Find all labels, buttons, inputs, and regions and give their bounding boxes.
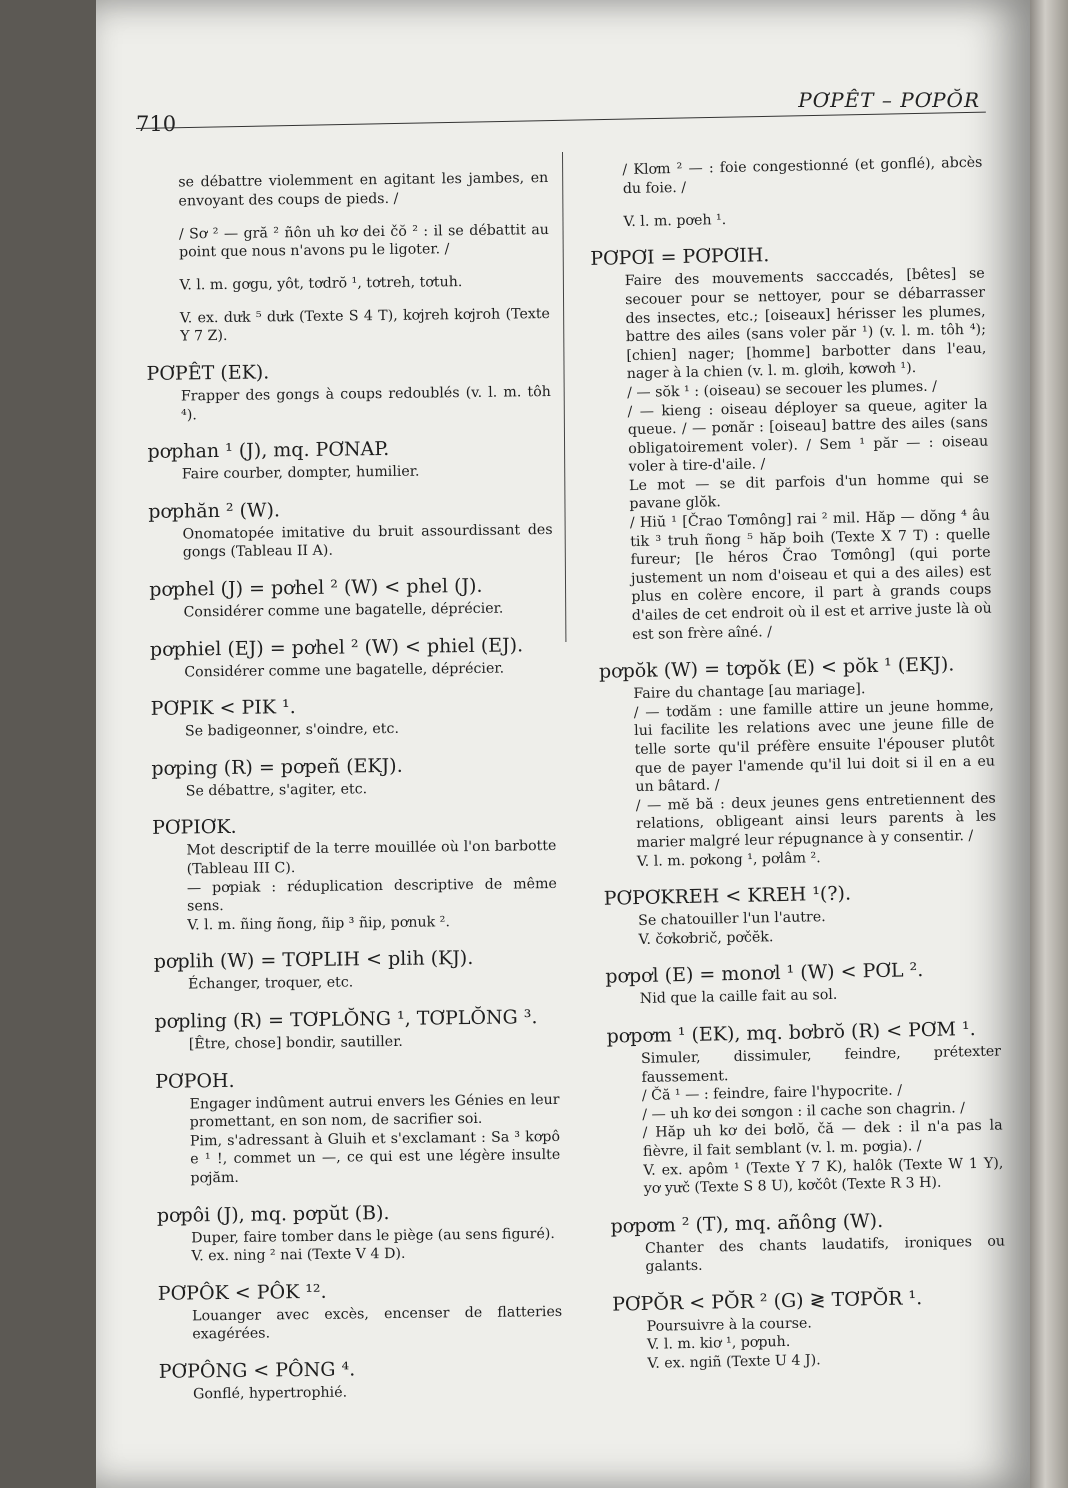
definition-line: V. ex. apôm ¹ (Texte Y 7 K), halôk (Texte W 1 Y), yơ yưč (Texte S 8 U), kơčôt (Texte R 3 H). xyxy=(643,1154,1004,1198)
definition-line: Considérer comme une bagatelle, déprécier. xyxy=(184,660,505,681)
dictionary-entry xyxy=(600,1015,1004,1199)
entry-headword: pơping (R) = pơpeñ (EKJ). xyxy=(151,754,403,780)
entry-definition xyxy=(585,265,993,645)
dictionary-entry xyxy=(141,434,552,485)
continuation-line: V. l. m. gơgu, yôt, tơdrŏ ¹, tơtreh, tơtuh. xyxy=(179,273,463,294)
definition-line: Se badigeonner, s'oindre, etc. xyxy=(184,721,400,740)
entry-definition xyxy=(153,1381,563,1405)
entry-headword: PƠPÔK < PÔK ¹². xyxy=(157,1280,327,1305)
definition-line: / — mĕ bă : deux jeunes gens entretiennent des relations, obligeant ainsi leurs parents à les marier malgré leur répugnance à y consentir. / xyxy=(635,790,997,851)
entry-headword: pơpơm ¹ (EK), mq. bơbrŏ (R) < PƠM ¹. xyxy=(606,1017,976,1048)
definition-line: / — tơdăm : une famille attire un jeune homme, lui facilite les relations avec une jeune fille de telle sorte qu'il préfère ensuite l'épouser plutôt que de payer l'amende qu'il lui doit si il en a eu un bâtard. / xyxy=(633,697,996,796)
definition-line: V. čơkơbrič, pơčĕk. xyxy=(638,928,774,948)
continuation-line: V. ex. dưk ⁵ dưk (Texte S 4 T), kơjreh kơjroh (Texte Y 7 Z). xyxy=(179,305,551,345)
definition-line: / — uh kơ dei sơngon : il cache son chagrin. / xyxy=(642,1099,966,1123)
dictionary-entry xyxy=(151,1197,562,1266)
definition-line: Nid que la caille fait au sol. xyxy=(639,987,838,1008)
entry-definition xyxy=(141,383,551,425)
definition-line: [Être, chose] bondir, sautiller. xyxy=(188,1033,403,1053)
entry-headword: pơpơm ² (T), mq. añông (W). xyxy=(610,1209,884,1238)
entry-definition xyxy=(149,1031,559,1055)
dictionary-entry xyxy=(145,691,556,742)
dictionary-entry xyxy=(148,944,559,995)
definition-line: V. l. m. kiơ ¹, pơpuh. xyxy=(646,1334,791,1354)
dictionary-entry xyxy=(149,1064,560,1189)
dictionary-entry xyxy=(142,494,553,563)
entry-definition xyxy=(598,905,999,951)
entry-definition xyxy=(607,1310,1008,1374)
left-column xyxy=(138,155,563,1404)
dictionary-entry xyxy=(584,238,992,645)
entry-headword: pơpơl (E) = monơl ¹ (W) < PƠL ². xyxy=(605,959,924,989)
definition-line: Frapper des gongs à coups redoublés (v. l. m. tôh ⁴). xyxy=(180,384,551,424)
definition-line: V. l. m. pơkong ¹, pơlâm ². xyxy=(636,849,821,870)
entry-headword: PƠPƠI = PƠPƠIH. xyxy=(590,244,770,271)
definition-line: / — sŏk ¹ : (oiseau) se secouer les plumes. / xyxy=(626,378,938,402)
definition-line: Chanter des chants laudatifs, ironiques ou galants. xyxy=(644,1233,1006,1276)
definition-line: Mot descriptif de la terre mouillée où l'on barbotte (Tableau III C). xyxy=(186,838,557,878)
entry-headword: PƠPÊT (EK). xyxy=(146,361,270,386)
entry-definition xyxy=(142,461,552,485)
page-edge xyxy=(1030,0,1068,1488)
entry-definition xyxy=(142,521,552,563)
dictionary-entry xyxy=(606,1283,1008,1374)
dictionary-entry xyxy=(146,810,557,935)
dictionary-entry xyxy=(144,632,555,683)
continuation-line: / Klơm ² — : foie congestionné (et gonflé), abcès du foie. / xyxy=(622,154,983,197)
entry-definition xyxy=(149,1091,560,1189)
entry-definition xyxy=(601,1042,1004,1199)
entry-headword: pơphan ¹ (J), mq. PƠNAP. xyxy=(147,438,390,464)
entry-headword: pơpling (R) = TƠPLŎNG ¹, TƠPLŎNG ³. xyxy=(154,1006,538,1033)
definition-line: Faire courber, dompter, humilier. xyxy=(181,463,420,483)
entry-definition xyxy=(605,1232,1006,1278)
definition-line: / Hiŭ ¹ [Črao Tơmông] rai ² mil. Hăp — dŏng ⁴ âu tik ³ truh ñong ⁵ hăp boih (Texte X 7 T) : quelle fureur; [le héros Črao Tơmông] (qui porte justement un nom d'oiseau et qui a des ailes) est plus en colère encore, il part à grands coups d'ailes de cet endroit où il est et arrive juste là où est son frère aîné. / xyxy=(629,507,992,643)
definition-line: — pơpiak : réduplication descriptive de même sens. xyxy=(186,875,557,915)
dictionary-entry xyxy=(153,1354,564,1405)
definition-line: / Hăp uh kơ dei bơlŏ, čă — dek : il n'a pas la fièvre, il fait semblant (v. l. m. pơgia). / xyxy=(642,1117,1003,1160)
entry-definition xyxy=(151,1224,561,1266)
entry-headword: pơphăn ² (W). xyxy=(148,499,281,523)
entry-definition xyxy=(146,778,556,802)
entry-headword: PƠPƠKREH < KREH ¹(?). xyxy=(603,882,852,910)
definition-line: Poursuivre à la course. xyxy=(646,1315,813,1335)
running-head: PƠPÊT – PƠPŎR xyxy=(798,88,980,112)
dictionary-entry xyxy=(593,651,997,872)
entry-headword: PƠPÔNG < PÔNG ⁴. xyxy=(158,1358,356,1383)
definition-line: Gonflé, hypertrophié. xyxy=(192,1384,348,1403)
entry-definition xyxy=(148,971,558,995)
definition-line: Faire du chantage [au mariage]. xyxy=(633,681,866,703)
entry-headword: pơplih (W) = TƠPLIH < plih (KJ). xyxy=(153,947,474,974)
definition-line: Louanger avec excès, encenser de flatteries exagérées. xyxy=(192,1303,563,1343)
entry-definition xyxy=(152,1303,562,1345)
definition-line: Engager indûment autrui envers les Génies en leur promettant, en son nom, de sacrifier soi. xyxy=(189,1091,560,1131)
definition-line: Onomatopée imitative du bruit assourdissant des gongs (Tableau II A). xyxy=(182,521,553,561)
definition-line: Considérer comme une bagatelle, déprécier. xyxy=(183,600,504,621)
definition-line: / Čă ¹ — : feindre, faire l'hypocrite. / xyxy=(641,1082,903,1105)
dictionary-entry xyxy=(599,956,1000,1010)
entry-headword: PƠPIK < PIK ¹. xyxy=(150,696,296,721)
definition-line: Se débattre, s'agiter, etc. xyxy=(185,781,368,800)
definition-line: V. ex. ngiñ (Texte U 4 J). xyxy=(647,1352,821,1372)
right-column xyxy=(582,140,1008,1375)
entry-definition xyxy=(593,678,997,872)
column-divider xyxy=(562,152,566,642)
definition-line: Faire des mouvements sacccadés, [bêtes] se secouer pour se nettoyer, pour se débarrasser des insectes, etc.; [oiseaux] hérisser les plumes, battre des ailes (sans voler păr ¹) (v. l. m. tôh ⁴); [chien] nager; [homme] barbotter dans l'eau, nager à la chien (v. l. m. glơih, kơwơh ¹). xyxy=(624,265,987,383)
header-rule xyxy=(136,112,986,129)
definition-line: Échanger, troquer, etc. xyxy=(187,974,354,993)
entry-headword: pơphel (J) = pơhel ² (W) < phel (J). xyxy=(149,574,483,601)
dictionary-entry xyxy=(152,1276,563,1345)
entry-headword: PƠPŎR < PŎR ² (G) ≷ TƠPŎR ¹. xyxy=(611,1287,923,1316)
definition-line: V. ex. ning ² nai (Texte V 4 D). xyxy=(191,1245,406,1265)
definition-line: Le mot — se dit parfois d'un homme qui se pavane glŏk. xyxy=(628,470,990,513)
dictionary-entry xyxy=(148,1004,559,1055)
continuation-line: se débattre violemment en agitant les jambes, en envoyant des coups de pieds. / xyxy=(178,170,549,210)
definition-line: / — kieng : oiseau déployer sa queue, agiter la queue. / — pơnăr : [oiseau] battre des ailes (sans obligatoirement voler). / Sem ¹ păr — : oiseau voler à tire-d'aile. / xyxy=(627,396,989,476)
entry-definition xyxy=(145,718,555,742)
continuation-line: / Sơ ² — gră ² ñôn uh kơ dei čŏ ² : il se débattit au point que nous n'avons pu le ligoter. / xyxy=(178,221,549,261)
dictionary-entry xyxy=(597,878,998,951)
definition-line: Simuler, dissimuler, feindre, prétexter faussement. xyxy=(640,1043,1002,1086)
definition-line: V. l. m. ñing ñong, ñip ³ ñip, pơnuk ². xyxy=(187,914,451,934)
definition-line: Pim, s'adressant à Gluih et s'exclamant : Sa ³ kơpô e ¹ !, commet un —, ce qui est une légère insulte pơjăm. xyxy=(189,1128,561,1187)
entry-headword: pơpôi (J), mq. pơpŭt (B). xyxy=(156,1201,390,1227)
entry-definition xyxy=(143,599,553,623)
dictionary-entry xyxy=(143,572,554,623)
entry-headword: pơphiel (EJ) = pơhel ² (W) < phiel (EJ). xyxy=(149,633,524,661)
dictionary-entry xyxy=(140,356,551,425)
dictionary-entry xyxy=(604,1205,1005,1278)
entry-headword: PƠPIƠK. xyxy=(152,816,237,840)
dictionary-entry xyxy=(145,751,556,802)
definition-line: Duper, faire tomber dans le piège (au sens figuré). xyxy=(191,1225,555,1246)
right-continuation xyxy=(582,154,983,232)
entry-definition xyxy=(146,837,557,935)
continuation-line: V. l. m. pơeh ¹. xyxy=(623,211,727,230)
page-number: 710 xyxy=(136,112,177,136)
entry-headword: PƠPOH. xyxy=(155,1069,235,1093)
entry-headword: pơpŏk (W) = tơpŏk (E) < pŏk ¹ (EKJ). xyxy=(598,653,955,683)
dictionary-page xyxy=(96,0,1030,1488)
definition-line: Se chatouiller l'un l'autre. xyxy=(638,909,826,930)
left-continuation xyxy=(138,169,550,347)
